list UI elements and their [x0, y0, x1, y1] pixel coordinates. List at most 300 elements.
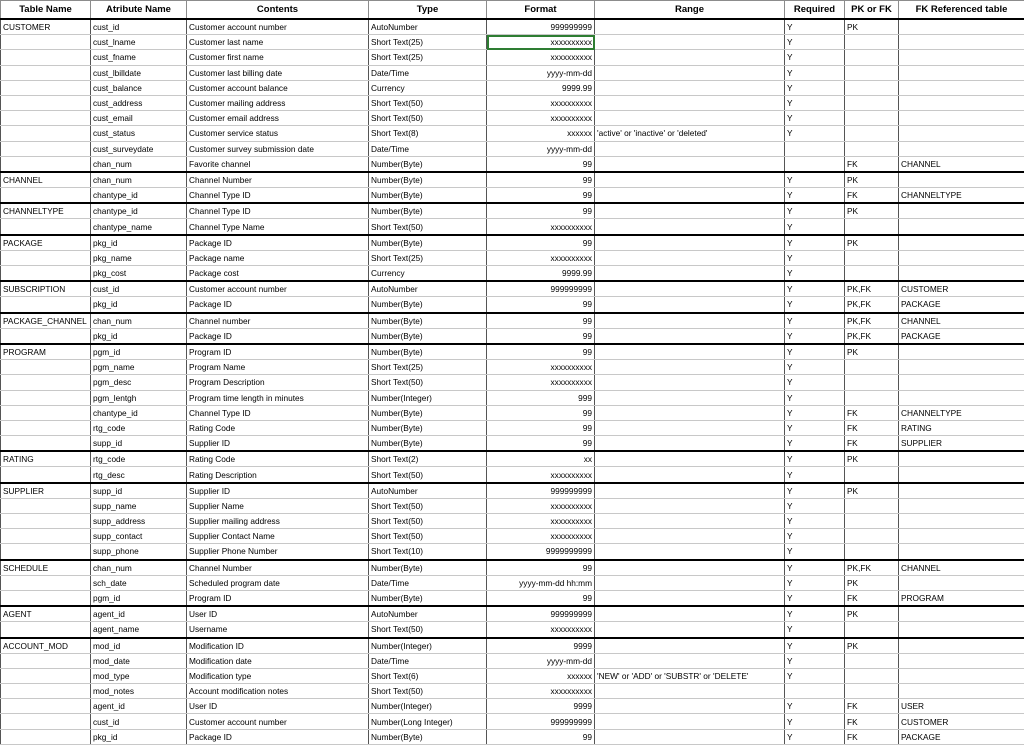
cell-required[interactable]: Y — [785, 126, 845, 141]
cell-range[interactable] — [595, 188, 785, 204]
cell-fk-referenced-table[interactable] — [899, 375, 1024, 390]
cell-format[interactable]: 99 — [487, 188, 595, 204]
cell-range[interactable] — [595, 172, 785, 188]
cell-pk-fk[interactable]: PK — [845, 483, 899, 499]
cell-format[interactable]: xxxxxxxxxx — [487, 514, 595, 529]
cell-table-name[interactable] — [1, 544, 91, 560]
cell-type[interactable]: Short Text(50) — [369, 684, 487, 699]
cell-fk-referenced-table[interactable] — [899, 35, 1024, 50]
cell-fk-referenced-table[interactable]: SUPPLIER — [899, 436, 1024, 452]
cell-table-name[interactable] — [1, 514, 91, 529]
cell-attribute-name[interactable]: pgm_name — [91, 360, 187, 375]
cell-type[interactable]: Short Text(8) — [369, 126, 487, 141]
cell-table-name[interactable] — [1, 35, 91, 50]
cell-contents[interactable]: Customer email address — [187, 111, 369, 126]
cell-fk-referenced-table[interactable] — [899, 250, 1024, 265]
cell-contents[interactable]: Rating Description — [187, 467, 369, 483]
cell-range[interactable] — [595, 219, 785, 235]
cell-required[interactable]: Y — [785, 172, 845, 188]
cell-pk-fk[interactable] — [845, 498, 899, 513]
cell-attribute-name[interactable]: sch_date — [91, 575, 187, 590]
cell-contents[interactable]: Package cost — [187, 266, 369, 282]
cell-contents[interactable]: Supplier ID — [187, 483, 369, 499]
cell-table-name[interactable] — [1, 729, 91, 744]
cell-attribute-name[interactable]: rtg_code — [91, 451, 187, 467]
cell-fk-referenced-table[interactable] — [899, 653, 1024, 668]
cell-pk-fk[interactable]: PK — [845, 638, 899, 654]
cell-type[interactable]: Short Text(25) — [369, 360, 487, 375]
cell-pk-fk[interactable] — [845, 266, 899, 282]
cell-range[interactable] — [595, 606, 785, 622]
cell-required[interactable]: Y — [785, 622, 845, 638]
cell-required[interactable]: Y — [785, 729, 845, 744]
cell-pk-fk[interactable] — [845, 65, 899, 80]
cell-pk-fk[interactable] — [845, 544, 899, 560]
cell-range[interactable] — [595, 19, 785, 35]
cell-table-name[interactable] — [1, 141, 91, 156]
cell-type[interactable]: Short Text(25) — [369, 35, 487, 50]
cell-range[interactable]: 'active' or 'inactive' or 'deleted' — [595, 126, 785, 141]
cell-table-name[interactable] — [1, 390, 91, 405]
cell-attribute-name[interactable]: pkg_id — [91, 297, 187, 313]
cell-table-name[interactable]: ACCOUNT_MOD — [1, 638, 91, 654]
cell-fk-referenced-table[interactable] — [899, 638, 1024, 654]
cell-pk-fk[interactable]: PK — [845, 451, 899, 467]
cell-attribute-name[interactable]: chantype_id — [91, 405, 187, 420]
cell-attribute-name[interactable]: supp_phone — [91, 544, 187, 560]
cell-fk-referenced-table[interactable]: PACKAGE — [899, 328, 1024, 344]
cell-contents[interactable]: Channel Number — [187, 172, 369, 188]
cell-format[interactable]: 99 — [487, 328, 595, 344]
cell-format[interactable]: xxxxxxxxxx — [487, 467, 595, 483]
cell-range[interactable] — [595, 514, 785, 529]
cell-type[interactable]: Number(Byte) — [369, 188, 487, 204]
cell-contents[interactable]: Supplier mailing address — [187, 514, 369, 529]
cell-range[interactable] — [595, 266, 785, 282]
cell-format[interactable]: xxxxxxxxxx — [487, 622, 595, 638]
cell-type[interactable]: Short Text(50) — [369, 529, 487, 544]
cell-attribute-name[interactable]: pkg_cost — [91, 266, 187, 282]
cell-contents[interactable]: Program ID — [187, 344, 369, 360]
cell-range[interactable] — [595, 498, 785, 513]
cell-table-name[interactable] — [1, 219, 91, 235]
cell-format[interactable]: xxxxxx — [487, 668, 595, 683]
cell-fk-referenced-table[interactable] — [899, 529, 1024, 544]
cell-contents[interactable]: Account modification notes — [187, 684, 369, 699]
cell-attribute-name[interactable]: mod_notes — [91, 684, 187, 699]
cell-format[interactable]: 9999.99 — [487, 266, 595, 282]
cell-required[interactable]: Y — [785, 467, 845, 483]
cell-range[interactable] — [595, 714, 785, 729]
cell-attribute-name[interactable]: mod_id — [91, 638, 187, 654]
cell-contents[interactable]: User ID — [187, 699, 369, 714]
cell-contents[interactable]: User ID — [187, 606, 369, 622]
cell-required[interactable]: Y — [785, 653, 845, 668]
cell-table-name[interactable] — [1, 297, 91, 313]
cell-pk-fk[interactable] — [845, 467, 899, 483]
cell-contents[interactable]: Supplier Name — [187, 498, 369, 513]
cell-range[interactable] — [595, 420, 785, 435]
cell-type[interactable]: Short Text(6) — [369, 668, 487, 683]
cell-format-selected[interactable]: xxxxxxxxxx — [487, 35, 595, 50]
cell-fk-referenced-table[interactable]: CHANNEL — [899, 560, 1024, 576]
cell-attribute-name[interactable]: pkg_id — [91, 235, 187, 251]
cell-format[interactable]: 99 — [487, 297, 595, 313]
cell-format[interactable]: xxxxxxxxxx — [487, 111, 595, 126]
cell-type[interactable]: Date/Time — [369, 575, 487, 590]
cell-contents[interactable]: Channel number — [187, 313, 369, 329]
cell-range[interactable] — [595, 405, 785, 420]
cell-fk-referenced-table[interactable] — [899, 360, 1024, 375]
cell-format[interactable]: 99 — [487, 420, 595, 435]
cell-required[interactable] — [785, 141, 845, 156]
cell-contents[interactable]: Supplier ID — [187, 436, 369, 452]
header-required[interactable]: Required — [785, 1, 845, 20]
cell-format[interactable]: 99 — [487, 344, 595, 360]
cell-contents[interactable]: Package ID — [187, 328, 369, 344]
cell-table-name[interactable] — [1, 714, 91, 729]
cell-fk-referenced-table[interactable] — [899, 19, 1024, 35]
cell-required[interactable]: Y — [785, 498, 845, 513]
cell-contents[interactable]: Package ID — [187, 235, 369, 251]
cell-pk-fk[interactable]: PK — [845, 575, 899, 590]
cell-attribute-name[interactable]: supp_name — [91, 498, 187, 513]
cell-table-name[interactable] — [1, 575, 91, 590]
cell-pk-fk[interactable]: PK,FK — [845, 328, 899, 344]
cell-table-name[interactable] — [1, 360, 91, 375]
cell-range[interactable] — [595, 375, 785, 390]
cell-attribute-name[interactable]: chan_num — [91, 313, 187, 329]
cell-type[interactable]: Date/Time — [369, 141, 487, 156]
header-type[interactable]: Type — [369, 1, 487, 20]
cell-format[interactable]: xxxxxxxxxx — [487, 95, 595, 110]
cell-table-name[interactable]: PACKAGE — [1, 235, 91, 251]
cell-type[interactable]: Number(Byte) — [369, 203, 487, 219]
header-table-name[interactable]: Table Name — [1, 1, 91, 20]
cell-range[interactable] — [595, 575, 785, 590]
cell-fk-referenced-table[interactable] — [899, 126, 1024, 141]
cell-fk-referenced-table[interactable] — [899, 684, 1024, 699]
cell-range[interactable] — [595, 250, 785, 265]
cell-attribute-name[interactable]: supp_contact — [91, 529, 187, 544]
cell-contents[interactable]: Channel Type ID — [187, 188, 369, 204]
cell-format[interactable]: xxxxxxxxxx — [487, 360, 595, 375]
cell-type[interactable]: Short Text(50) — [369, 95, 487, 110]
cell-fk-referenced-table[interactable] — [899, 514, 1024, 529]
cell-required[interactable]: Y — [785, 250, 845, 265]
cell-type[interactable]: Short Text(25) — [369, 50, 487, 65]
cell-contents[interactable]: Customer account number — [187, 281, 369, 297]
cell-table-name[interactable]: RATING — [1, 451, 91, 467]
cell-table-name[interactable] — [1, 622, 91, 638]
cell-type[interactable]: Number(Byte) — [369, 313, 487, 329]
cell-attribute-name[interactable]: pkg_id — [91, 729, 187, 744]
cell-format[interactable]: 999 — [487, 390, 595, 405]
cell-fk-referenced-table[interactable]: CHANNELTYPE — [899, 188, 1024, 204]
cell-contents[interactable]: Customer account number — [187, 714, 369, 729]
cell-attribute-name[interactable]: chan_num — [91, 172, 187, 188]
cell-pk-fk[interactable]: PK — [845, 19, 899, 35]
cell-format[interactable]: yyyy-mm-dd — [487, 141, 595, 156]
cell-pk-fk[interactable] — [845, 126, 899, 141]
cell-pk-fk[interactable]: FK — [845, 188, 899, 204]
cell-table-name[interactable] — [1, 266, 91, 282]
cell-fk-referenced-table[interactable]: RATING — [899, 420, 1024, 435]
cell-attribute-name[interactable]: pkg_name — [91, 250, 187, 265]
cell-required[interactable] — [785, 156, 845, 172]
cell-required[interactable]: Y — [785, 668, 845, 683]
cell-required[interactable]: Y — [785, 638, 845, 654]
cell-required[interactable]: Y — [785, 483, 845, 499]
cell-range[interactable] — [595, 467, 785, 483]
cell-format[interactable]: 9999 — [487, 638, 595, 654]
cell-table-name[interactable] — [1, 436, 91, 452]
cell-required[interactable]: Y — [785, 451, 845, 467]
cell-attribute-name[interactable]: cust_balance — [91, 80, 187, 95]
cell-format[interactable]: 9999 — [487, 699, 595, 714]
cell-table-name[interactable] — [1, 95, 91, 110]
cell-type[interactable]: AutoNumber — [369, 483, 487, 499]
cell-pk-fk[interactable] — [845, 141, 899, 156]
cell-required[interactable]: Y — [785, 266, 845, 282]
cell-required[interactable]: Y — [785, 297, 845, 313]
cell-table-name[interactable] — [1, 156, 91, 172]
cell-contents[interactable]: Modification type — [187, 668, 369, 683]
cell-attribute-name[interactable]: pgm_id — [91, 344, 187, 360]
cell-range[interactable] — [595, 360, 785, 375]
header-fk-referenced-table[interactable]: FK Referenced table — [899, 1, 1024, 20]
cell-fk-referenced-table[interactable] — [899, 498, 1024, 513]
cell-pk-fk[interactable]: PK — [845, 344, 899, 360]
cell-format[interactable]: 99 — [487, 172, 595, 188]
cell-attribute-name[interactable]: rtg_code — [91, 420, 187, 435]
cell-range[interactable] — [595, 328, 785, 344]
cell-format[interactable]: 99 — [487, 590, 595, 606]
cell-type[interactable]: Number(Byte) — [369, 297, 487, 313]
cell-pk-fk[interactable]: PK — [845, 606, 899, 622]
cell-required[interactable]: Y — [785, 390, 845, 405]
cell-table-name[interactable] — [1, 699, 91, 714]
cell-fk-referenced-table[interactable]: CHANNEL — [899, 156, 1024, 172]
cell-type[interactable]: Currency — [369, 80, 487, 95]
cell-required[interactable]: Y — [785, 95, 845, 110]
cell-table-name[interactable] — [1, 653, 91, 668]
cell-pk-fk[interactable] — [845, 95, 899, 110]
cell-pk-fk[interactable] — [845, 529, 899, 544]
cell-type[interactable]: Number(Integer) — [369, 390, 487, 405]
cell-format[interactable]: xx — [487, 451, 595, 467]
cell-fk-referenced-table[interactable] — [899, 668, 1024, 683]
cell-format[interactable]: xxxxxxxxxx — [487, 219, 595, 235]
cell-attribute-name[interactable]: cust_lname — [91, 35, 187, 50]
cell-type[interactable]: Short Text(10) — [369, 544, 487, 560]
cell-range[interactable] — [595, 622, 785, 638]
cell-fk-referenced-table[interactable] — [899, 235, 1024, 251]
cell-table-name[interactable] — [1, 668, 91, 683]
cell-required[interactable]: Y — [785, 19, 845, 35]
cell-table-name[interactable] — [1, 405, 91, 420]
cell-required[interactable]: Y — [785, 575, 845, 590]
cell-pk-fk[interactable] — [845, 684, 899, 699]
cell-required[interactable]: Y — [785, 188, 845, 204]
cell-attribute-name[interactable]: pkg_id — [91, 328, 187, 344]
cell-contents[interactable]: Customer account balance — [187, 80, 369, 95]
cell-fk-referenced-table[interactable]: CUSTOMER — [899, 281, 1024, 297]
cell-contents[interactable]: Program Description — [187, 375, 369, 390]
cell-range[interactable] — [595, 203, 785, 219]
cell-fk-referenced-table[interactable] — [899, 80, 1024, 95]
cell-pk-fk[interactable]: FK — [845, 420, 899, 435]
cell-range[interactable] — [595, 141, 785, 156]
cell-pk-fk[interactable]: FK — [845, 156, 899, 172]
cell-type[interactable]: Date/Time — [369, 653, 487, 668]
cell-contents[interactable]: Rating Code — [187, 451, 369, 467]
cell-contents[interactable]: Channel Type Name — [187, 219, 369, 235]
cell-fk-referenced-table[interactable] — [899, 344, 1024, 360]
header-range[interactable]: Range — [595, 1, 785, 20]
cell-required[interactable]: Y — [785, 590, 845, 606]
cell-format[interactable]: 99 — [487, 560, 595, 576]
cell-range[interactable] — [595, 65, 785, 80]
cell-table-name[interactable] — [1, 498, 91, 513]
cell-required[interactable]: Y — [785, 699, 845, 714]
cell-fk-referenced-table[interactable]: PACKAGE — [899, 729, 1024, 744]
cell-pk-fk[interactable]: PK — [845, 203, 899, 219]
cell-type[interactable]: Number(Long Integer) — [369, 714, 487, 729]
cell-required[interactable]: Y — [785, 219, 845, 235]
cell-contents[interactable]: Program time length in minutes — [187, 390, 369, 405]
cell-required[interactable]: Y — [785, 420, 845, 435]
cell-attribute-name[interactable]: cust_fname — [91, 50, 187, 65]
cell-contents[interactable]: Customer first name — [187, 50, 369, 65]
cell-format[interactable]: yyyy-mm-dd — [487, 653, 595, 668]
cell-table-name[interactable] — [1, 250, 91, 265]
cell-attribute-name[interactable]: agent_id — [91, 699, 187, 714]
cell-range[interactable] — [595, 344, 785, 360]
cell-required[interactable]: Y — [785, 544, 845, 560]
cell-pk-fk[interactable] — [845, 360, 899, 375]
cell-pk-fk[interactable]: PK,FK — [845, 297, 899, 313]
cell-contents[interactable]: Package ID — [187, 729, 369, 744]
cell-pk-fk[interactable]: FK — [845, 405, 899, 420]
cell-range[interactable] — [595, 50, 785, 65]
cell-attribute-name[interactable]: chantype_id — [91, 188, 187, 204]
cell-contents[interactable]: Rating Code — [187, 420, 369, 435]
cell-format[interactable]: 999999999 — [487, 714, 595, 729]
cell-fk-referenced-table[interactable] — [899, 467, 1024, 483]
cell-required[interactable]: Y — [785, 328, 845, 344]
cell-range[interactable] — [595, 483, 785, 499]
cell-fk-referenced-table[interactable] — [899, 111, 1024, 126]
cell-fk-referenced-table[interactable] — [899, 141, 1024, 156]
header-attribute-name[interactable]: Atribute Name — [91, 1, 187, 20]
cell-fk-referenced-table[interactable] — [899, 483, 1024, 499]
cell-table-name[interactable]: CHANNELTYPE — [1, 203, 91, 219]
cell-required[interactable]: Y — [785, 560, 845, 576]
cell-range[interactable] — [595, 95, 785, 110]
cell-format[interactable]: 99 — [487, 729, 595, 744]
cell-required[interactable] — [785, 684, 845, 699]
cell-type[interactable]: Short Text(50) — [369, 111, 487, 126]
cell-format[interactable]: yyyy-mm-dd — [487, 65, 595, 80]
cell-fk-referenced-table[interactable]: CHANNEL — [899, 313, 1024, 329]
cell-required[interactable]: Y — [785, 50, 845, 65]
cell-table-name[interactable] — [1, 590, 91, 606]
cell-format[interactable]: 9999999999 — [487, 544, 595, 560]
cell-format[interactable]: yyyy-mm-dd hh:mm — [487, 575, 595, 590]
cell-table-name[interactable] — [1, 420, 91, 435]
cell-format[interactable]: xxxxxxxxxx — [487, 250, 595, 265]
cell-required[interactable]: Y — [785, 80, 845, 95]
cell-attribute-name[interactable]: cust_id — [91, 714, 187, 729]
cell-pk-fk[interactable]: PK,FK — [845, 560, 899, 576]
cell-fk-referenced-table[interactable] — [899, 266, 1024, 282]
cell-contents[interactable]: Modification date — [187, 653, 369, 668]
cell-pk-fk[interactable] — [845, 514, 899, 529]
cell-contents[interactable]: Customer survey submission date — [187, 141, 369, 156]
header-format[interactable]: Format — [487, 1, 595, 20]
cell-attribute-name[interactable]: chantype_name — [91, 219, 187, 235]
cell-type[interactable]: Currency — [369, 266, 487, 282]
cell-attribute-name[interactable]: cust_id — [91, 19, 187, 35]
cell-contents[interactable]: Package name — [187, 250, 369, 265]
cell-type[interactable]: Short Text(50) — [369, 375, 487, 390]
cell-attribute-name[interactable]: supp_id — [91, 436, 187, 452]
cell-type[interactable]: Number(Byte) — [369, 235, 487, 251]
cell-pk-fk[interactable]: FK — [845, 714, 899, 729]
cell-format[interactable]: 99 — [487, 405, 595, 420]
cell-format[interactable]: 999999999 — [487, 606, 595, 622]
cell-attribute-name[interactable]: pgm_lentgh — [91, 390, 187, 405]
cell-fk-referenced-table[interactable] — [899, 606, 1024, 622]
cell-range[interactable] — [595, 729, 785, 744]
cell-format[interactable]: 999999999 — [487, 483, 595, 499]
cell-format[interactable]: xxxxxxxxxx — [487, 684, 595, 699]
cell-required[interactable]: Y — [785, 203, 845, 219]
cell-fk-referenced-table[interactable] — [899, 172, 1024, 188]
cell-format[interactable]: 999999999 — [487, 19, 595, 35]
cell-table-name[interactable] — [1, 126, 91, 141]
cell-attribute-name[interactable]: chan_num — [91, 560, 187, 576]
cell-fk-referenced-table[interactable] — [899, 622, 1024, 638]
cell-pk-fk[interactable] — [845, 111, 899, 126]
cell-format[interactable]: xxxxxxxxxx — [487, 498, 595, 513]
cell-pk-fk[interactable]: PK — [845, 235, 899, 251]
cell-pk-fk[interactable] — [845, 80, 899, 95]
cell-table-name[interactable] — [1, 328, 91, 344]
cell-contents[interactable]: Program ID — [187, 590, 369, 606]
cell-required[interactable]: Y — [785, 65, 845, 80]
cell-pk-fk[interactable] — [845, 375, 899, 390]
cell-attribute-name[interactable]: rtg_desc — [91, 467, 187, 483]
cell-table-name[interactable] — [1, 50, 91, 65]
cell-required[interactable]: Y — [785, 281, 845, 297]
cell-range[interactable] — [595, 80, 785, 95]
cell-range[interactable] — [595, 451, 785, 467]
cell-type[interactable]: Number(Byte) — [369, 328, 487, 344]
cell-range[interactable] — [595, 638, 785, 654]
header-contents[interactable]: Contents — [187, 1, 369, 20]
cell-type[interactable]: Short Text(25) — [369, 250, 487, 265]
cell-type[interactable]: Number(Byte) — [369, 156, 487, 172]
cell-format[interactable]: 99 — [487, 235, 595, 251]
cell-type[interactable]: Short Text(50) — [369, 514, 487, 529]
cell-attribute-name[interactable]: cust_email — [91, 111, 187, 126]
cell-pk-fk[interactable] — [845, 219, 899, 235]
cell-fk-referenced-table[interactable] — [899, 451, 1024, 467]
header-pk-fk[interactable]: PK or FK — [845, 1, 899, 20]
cell-required[interactable]: Y — [785, 235, 845, 251]
